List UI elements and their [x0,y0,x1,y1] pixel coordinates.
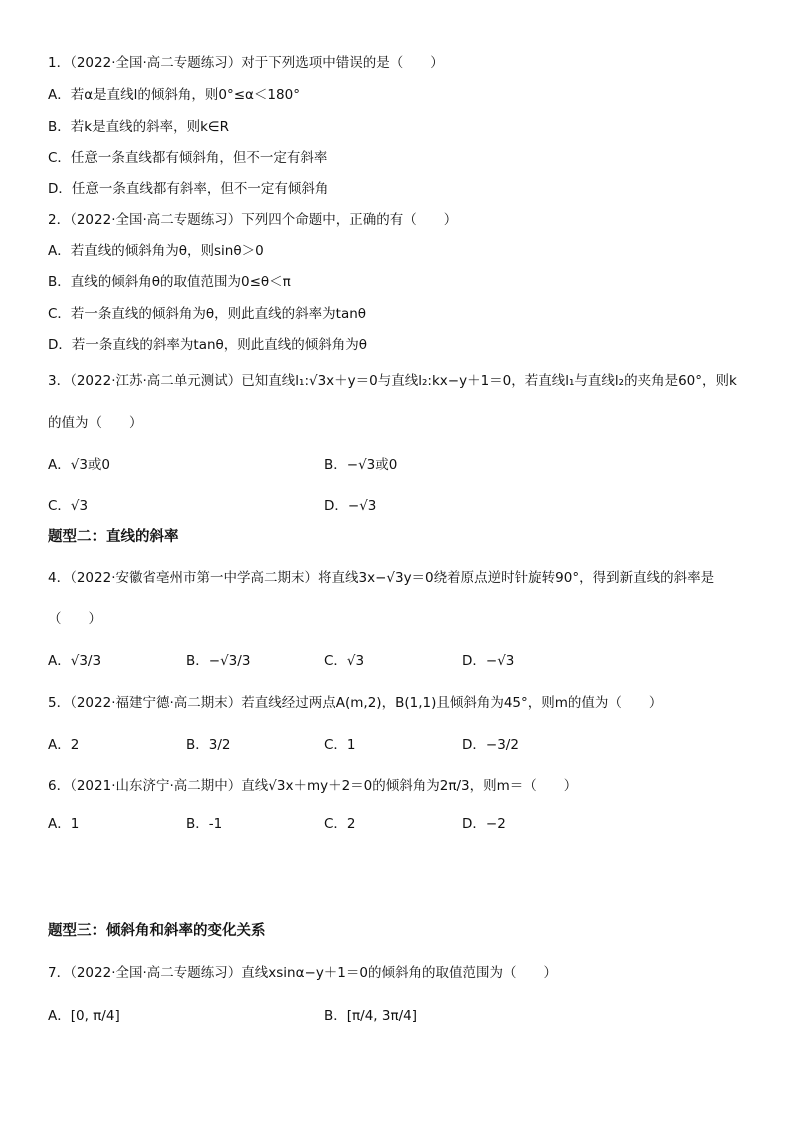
q4-option-c [324,652,364,670]
q4-d-text: D．−√3 [462,653,515,669]
q3-d-text: D．−√3 [324,498,377,514]
q4-a-text: A．√3/3 [48,653,102,669]
q3-c-text: C．√3 [48,498,89,514]
q3-option-b [324,456,397,474]
q7-stem-text: 7．（2022·全国·高二专题练习）直线xsinα−y＋1＝0的倾斜角的取值范围为（ ） [48,965,557,981]
q1-a-text: A．若α是直线l的倾斜角，则0°≤α＜180° [48,87,300,103]
section-heading-3 [48,922,266,940]
q2-d-text: D．若一条直线的斜率为tanθ，则此直线的倾斜角为θ [48,337,368,353]
q5-b-text: B．3/2 [186,737,231,753]
q4-option-d [462,652,514,670]
q5-a-text: A．2 [48,737,80,753]
q5-option-d [462,736,519,754]
q1-option-d [48,180,328,198]
q1-d-text: D．任意一条直线都有斜率，但不一定有倾斜角 [48,181,329,197]
q3-a-text: A．√3或0 [48,457,111,473]
q7-b-text: B．[π/4, 3π/4] [324,1008,417,1024]
q3-option-d [324,497,376,515]
q5-stem-text: 5．（2022·福建宁德·高二期末）若直线经过两点A(m,2)，B(1,1)且倾斜角为45°，则m的值为（ ） [48,695,663,711]
q6-d-text: D．−2 [462,816,506,832]
q2-c-text: C．若一条直线的倾斜角为θ，则此直线的斜率为tanθ [48,306,367,322]
q5-c-text: C．1 [324,737,356,753]
q1-option-a [48,86,300,104]
q1-c-text: C．任意一条直线都有倾斜角，但不一定有斜率 [48,150,328,166]
q3-stem-cont [48,414,143,432]
q3-option-a [48,456,110,474]
q4-option-a [48,652,101,670]
q5-option-a [48,736,79,754]
q6-option-b [186,815,222,833]
q4-option-b [186,652,250,670]
q2-option-d [48,336,367,354]
q4-stem [48,569,714,587]
q7-option-a [48,1007,120,1025]
q1-stem [48,54,444,72]
q2-option-c [48,305,366,323]
q2-option-b [48,273,291,291]
q3-stem2-text: 的值为（ ） [48,415,143,431]
q2-stem-text: 2．（2022·全国·高二专题练习）下列四个命题中，正确的有（ ） [48,212,458,228]
q3-stem [48,372,737,390]
section2-text: 题型二：直线的斜率 [48,529,179,545]
q1-option-c [48,149,327,167]
q1-b-text: B．若k是直线的斜率，则k∈R [48,119,230,135]
q2-option-a [48,242,264,260]
q5-d-text: D．−3/2 [462,737,519,753]
q6-a-text: A．1 [48,816,80,832]
q4-stem2-text: （ ） [48,611,102,627]
q4-c-text: C．√3 [324,653,365,669]
q6-option-d [462,815,506,833]
q6-c-text: C．2 [324,816,356,832]
q4-stem-cont [48,610,102,628]
q7-stem [48,964,557,982]
q4-stem-text: 4．（2022·安徽省亳州市第一中学高二期末）将直线3x−√3y＝0绕着原点逆时针旋转90°，得到新直线的斜率是 [48,570,715,586]
q7-option-b [324,1007,417,1025]
section-heading-2 [48,528,179,546]
q1-option-b [48,118,229,136]
q4-b-text: B．−√3/3 [186,653,251,669]
q3-b-text: B．−√3或0 [324,457,398,473]
q7-a-text: A．[0, π/4] [48,1008,120,1024]
q3-option-c [48,497,88,515]
q5-stem [48,694,662,712]
q5-option-c [324,736,356,754]
q3-stem-text: 3．（2022·江苏·高二单元测试）已知直线l₁:√3x＋y＝0与直线l₂:kx−y＋1＝0，若直线l₁与直线l₂的夹角是60°，则k [48,373,737,389]
q6-stem-text: 6．（2021·山东济宁·高二期中）直线√3x＋my＋2＝0的倾斜角为2π/3，则m＝（ ） [48,778,578,794]
q2-a-text: A．若直线的倾斜角为θ，则sinθ＞0 [48,243,264,259]
q1-stem-text: 1．（2022·全国·高二专题练习）对于下列选项中错误的是（ ） [48,55,444,71]
q2-b-text: B．直线的倾斜角θ的取值范围为0≤θ＜π [48,274,291,290]
q6-option-c [324,815,356,833]
q6-b-text: B．-1 [186,816,223,832]
q6-stem [48,777,577,795]
section3-text: 题型三：倾斜角和斜率的变化关系 [48,923,266,939]
q6-option-a [48,815,79,833]
q5-option-b [186,736,231,754]
q2-stem [48,211,457,229]
